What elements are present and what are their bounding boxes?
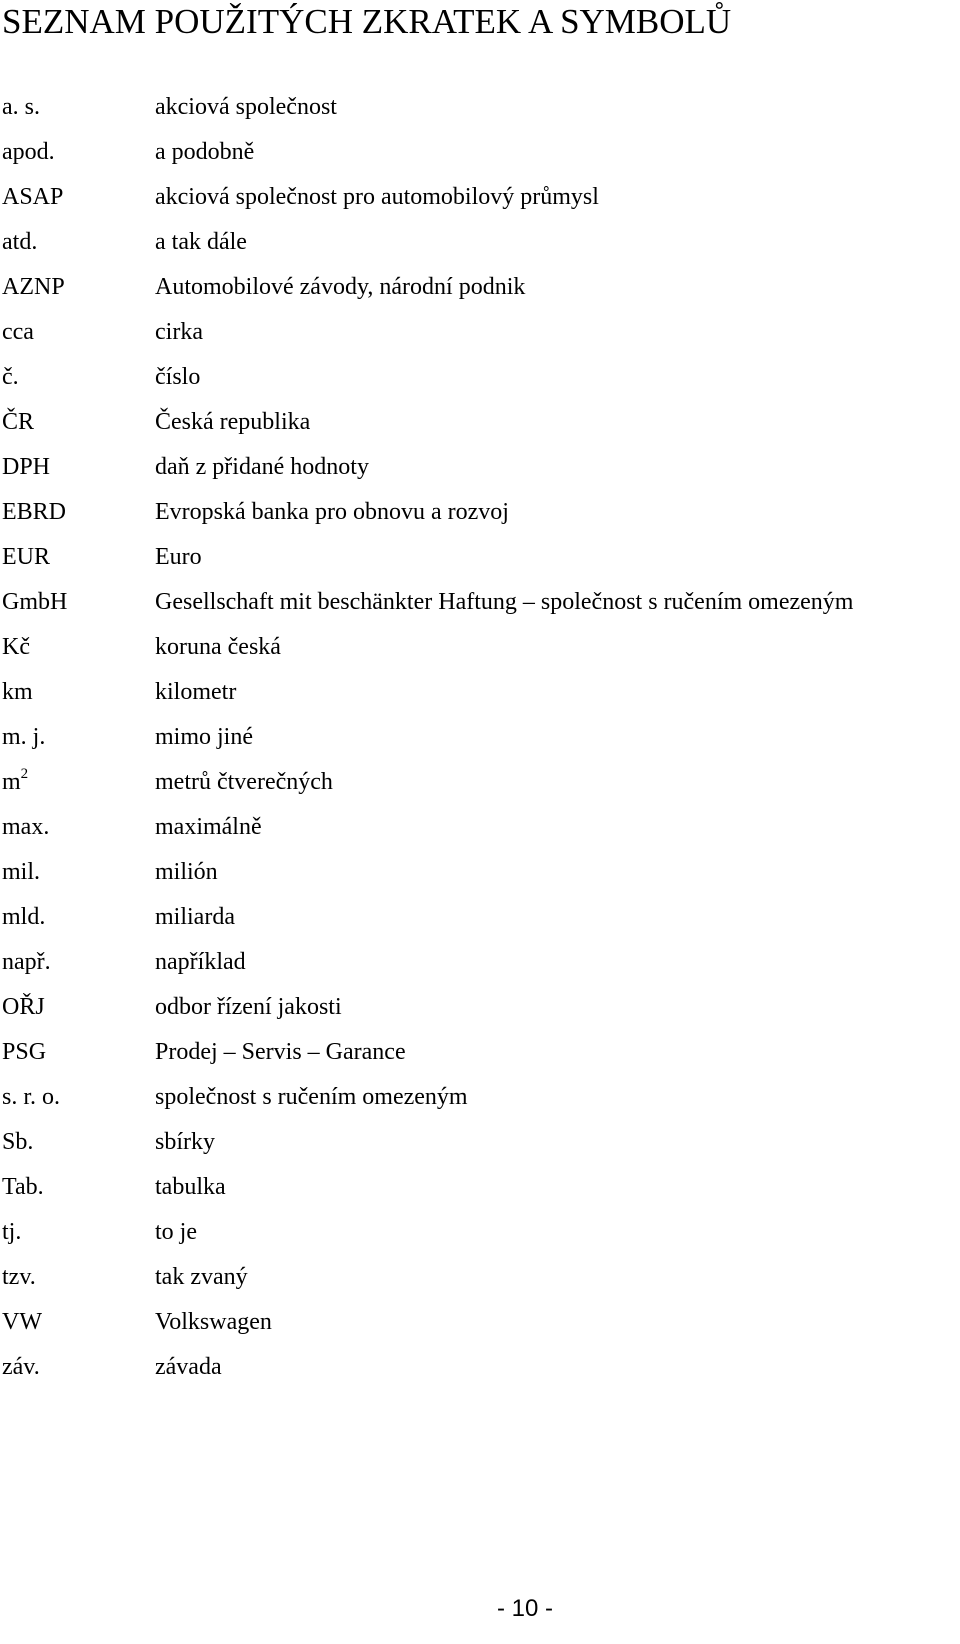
- abbreviation-meaning: kilometr: [155, 679, 237, 705]
- abbreviation: GmbH: [2, 589, 68, 615]
- list-item: [2, 542, 958, 587]
- abbreviation: ASAP: [2, 184, 64, 210]
- abbreviation-meaning: Gesellschaft mit beschänkter Haftung – společnost s ručením omezeným: [155, 589, 854, 615]
- abbreviation-meaning: Česká republika: [155, 409, 311, 435]
- list-item: [2, 677, 958, 722]
- abbreviation: záv.: [2, 1354, 40, 1380]
- abbreviation: Kč: [2, 634, 30, 660]
- abbreviation: Sb.: [2, 1129, 34, 1155]
- page-number: - 10 -: [496, 1595, 553, 1622]
- list-item: [2, 1262, 958, 1307]
- abbreviation-meaning: Prodej – Servis – Garance: [155, 1039, 406, 1065]
- abbreviation-meaning: Volkswagen: [155, 1309, 272, 1335]
- abbreviation-meaning: sbírky: [155, 1129, 215, 1155]
- abbreviation-meaning: akciová společnost: [155, 94, 337, 120]
- list-item: [2, 407, 958, 452]
- abbreviation-meaning: tak zvaný: [155, 1264, 248, 1290]
- list-item: [2, 452, 958, 497]
- abbreviation-list: [2, 92, 958, 1397]
- list-item: [2, 272, 958, 317]
- abbreviation: mld.: [2, 904, 46, 930]
- abbreviation: OŘJ: [2, 994, 45, 1020]
- list-item: [2, 227, 958, 272]
- abbreviation: č.: [2, 364, 19, 390]
- list-item: [2, 1307, 958, 1352]
- abbreviation: PSG: [2, 1039, 47, 1065]
- abbreviation-meaning: závada: [155, 1354, 222, 1380]
- abbreviation-meaning: maximálně: [155, 814, 262, 840]
- abbreviation: tj.: [2, 1219, 22, 1245]
- abbreviation: max.: [2, 814, 50, 840]
- abbreviation-meaning: odbor řízení jakosti: [155, 994, 342, 1020]
- list-item: [2, 1172, 958, 1217]
- abbreviation: km: [2, 679, 33, 705]
- abbreviation-meaning: to je: [155, 1219, 197, 1245]
- list-item: [2, 722, 958, 767]
- abbreviation: mil.: [2, 859, 41, 885]
- list-item: [2, 497, 958, 542]
- abbreviation: např.: [2, 949, 51, 975]
- list-item: [2, 902, 958, 947]
- abbreviation-meaning: a tak dále: [155, 229, 247, 255]
- list-item: [2, 812, 958, 857]
- abbreviation-meaning: a podobně: [155, 139, 255, 165]
- list-item: [2, 587, 958, 632]
- abbreviation-base: m: [2, 769, 21, 795]
- list-item: [2, 92, 958, 137]
- abbreviation: VW: [2, 1309, 42, 1335]
- abbreviation-meaning: daň z přidané hodnoty: [155, 454, 369, 480]
- abbreviation: EUR: [2, 544, 50, 570]
- abbreviation-meaning: akciová společnost pro automobilový průmysl: [155, 184, 599, 210]
- abbreviation: cca: [2, 319, 34, 345]
- list-item: [2, 1352, 958, 1397]
- abbreviation: EBRD: [2, 499, 67, 525]
- abbreviation: m. j.: [2, 724, 46, 750]
- abbreviation: [2, 767, 28, 797]
- abbreviation: ČR: [2, 409, 35, 435]
- list-item: [2, 137, 958, 182]
- abbreviation-meaning: miliarda: [155, 904, 235, 930]
- abbreviation-meaning: mimo jiné: [155, 724, 253, 750]
- list-item: [2, 1082, 958, 1127]
- abbreviation: DPH: [2, 454, 51, 480]
- abbreviation: s. r. o.: [2, 1084, 61, 1110]
- abbreviation: Tab.: [2, 1174, 44, 1200]
- list-item: [2, 947, 958, 992]
- list-item: [2, 857, 958, 902]
- abbreviation-meaning: číslo: [155, 364, 201, 390]
- abbreviation-meaning: koruna česká: [155, 634, 281, 660]
- list-item: [2, 1217, 958, 1262]
- page-title: SEZNAM POUŽITÝCH ZKRATEK A SYMBOLŮ: [2, 2, 732, 41]
- abbreviation: tzv.: [2, 1264, 36, 1290]
- abbreviation-meaning: Evropská banka pro obnovu a rozvoj: [155, 499, 509, 525]
- abbreviation-meaning: Automobilové závody, národní podnik: [155, 274, 526, 300]
- abbreviation-meaning: například: [155, 949, 246, 975]
- abbreviation-meaning: společnost s ručením omezeným: [155, 1084, 468, 1110]
- abbreviation-meaning: milión: [155, 859, 218, 885]
- superscript: 2: [20, 766, 29, 782]
- list-item: [2, 1037, 958, 1082]
- list-item: [2, 362, 958, 407]
- list-item: [2, 632, 958, 677]
- list-item: [2, 992, 958, 1037]
- abbreviation-meaning: tabulka: [155, 1174, 226, 1200]
- list-item: [2, 317, 958, 362]
- abbreviation: AZNP: [2, 274, 65, 300]
- list-item: [2, 767, 958, 812]
- abbreviation: apod.: [2, 139, 55, 165]
- abbreviation-meaning: Euro: [155, 544, 202, 570]
- abbreviation-meaning: metrů čtverečných: [155, 769, 333, 795]
- abbreviation: atd.: [2, 229, 38, 255]
- list-item: [2, 182, 958, 227]
- list-item: [2, 1127, 958, 1172]
- abbreviation-meaning: cirka: [155, 319, 203, 345]
- abbreviation: a. s.: [2, 94, 40, 120]
